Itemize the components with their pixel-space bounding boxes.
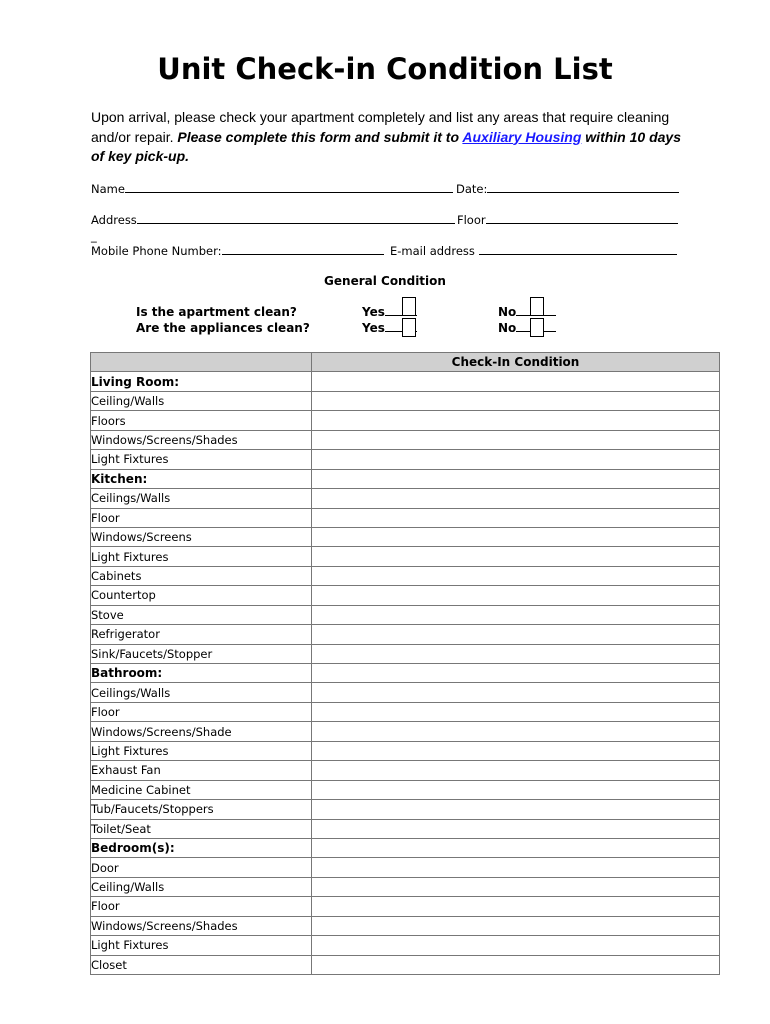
item-label: Refrigerator [91,625,312,644]
no-option-2 [498,321,556,335]
condition-cell[interactable] [312,547,720,566]
item-label: Tub/Faucets/Stoppers [91,800,312,819]
table-row [91,391,720,410]
condition-cell[interactable] [312,819,720,838]
table-row [91,897,720,916]
table-row [91,450,720,469]
floor-label: Floor [457,213,486,227]
item-label: Windows/Screens/Shades [91,430,312,449]
table-row [91,411,720,430]
name-label: Name [91,182,125,196]
email-label: E-mail address [390,244,475,258]
floor-field[interactable] [486,212,678,224]
item-label: Closet [91,955,312,974]
table-row [91,858,720,877]
general-condition-heading: General Condition [324,274,446,288]
table-row [91,586,720,605]
item-label: Windows/Screens [91,527,312,546]
condition-cell[interactable] [312,605,720,624]
condition-cell[interactable] [312,450,720,469]
no-label: No [498,305,517,319]
table-row [91,644,720,663]
condition-cell[interactable] [312,916,720,935]
condition-cell[interactable] [312,858,720,877]
item-label: Ceiling/Walls [91,391,312,410]
yes-label: Yes [362,305,385,319]
name-row [91,181,453,196]
item-label: Light Fixtures [91,547,312,566]
floor-row [457,212,678,227]
item-label: Door [91,858,312,877]
yes-checkbox-1[interactable] [402,297,416,316]
yes-checkbox-2[interactable] [402,318,416,337]
item-label: Ceilings/Walls [91,683,312,702]
condition-cell[interactable] [312,877,720,896]
table-row [91,955,720,974]
condition-cell[interactable] [312,800,720,819]
table-row [91,566,720,585]
category-label: Bathroom: [91,664,312,683]
condition-cell[interactable] [312,625,720,644]
category-label: Bedroom(s): [91,838,312,857]
table-row [91,527,720,546]
date-field[interactable] [487,181,679,193]
table-row [91,916,720,935]
table-row [91,780,720,799]
table-category-row [91,664,720,683]
condition-cell[interactable] [312,411,720,430]
address-row [91,212,455,227]
condition-cell[interactable] [312,683,720,702]
condition-cell[interactable] [312,780,720,799]
item-label: Exhaust Fan [91,761,312,780]
question-apartment-clean: Is the apartment clean? [136,305,297,319]
table-header-condition: Check-In Condition [312,353,720,372]
date-label: Date: [456,182,488,196]
no-checkbox-2[interactable] [530,318,544,337]
intro-emphasis: Please complete this form and submit it to [177,128,463,145]
table-row [91,877,720,896]
table-row [91,936,720,955]
table-header-area [91,353,312,372]
table-category-row [91,469,720,488]
condition-cell[interactable] [312,372,720,391]
condition-table [90,352,720,975]
item-label: Ceiling/Walls [91,877,312,896]
table-row [91,741,720,760]
condition-cell[interactable] [312,741,720,760]
table-row [91,722,720,741]
table-row [91,761,720,780]
table-row [91,430,720,449]
condition-cell[interactable] [312,722,720,741]
condition-cell[interactable] [312,508,720,527]
page-title: Unit Check-in Condition List [157,52,613,86]
item-label: Countertop [91,586,312,605]
item-label: Floors [91,411,312,430]
name-field[interactable] [125,181,453,193]
no-checkbox-1[interactable] [530,297,544,316]
condition-cell[interactable] [312,489,720,508]
item-label: Light Fixtures [91,936,312,955]
no-label: No [498,321,517,335]
table-body [91,372,720,975]
yes-label: Yes [362,321,385,335]
address-field[interactable] [137,212,455,224]
table-row [91,702,720,721]
auxiliary-housing-link[interactable]: Auxiliary Housing [462,128,582,145]
phone-field[interactable] [222,243,384,255]
item-label: Ceilings/Walls [91,489,312,508]
table-category-row [91,838,720,857]
item-label: Sink/Faucets/Stopper [91,644,312,663]
phone-label: Mobile Phone Number: [91,244,222,258]
address-label: Address [91,213,137,227]
condition-cell[interactable] [312,702,720,721]
condition-cell[interactable] [312,897,720,916]
condition-cell[interactable] [312,644,720,663]
condition-cell[interactable] [312,527,720,546]
condition-cell[interactable] [312,566,720,585]
condition-cell[interactable] [312,430,720,449]
item-label: Windows/Screens/Shades [91,916,312,935]
item-label: Medicine Cabinet [91,780,312,799]
item-label: Light Fixtures [91,741,312,760]
condition-cell[interactable] [312,761,720,780]
item-label: Floor [91,508,312,527]
no-option-1 [498,305,556,319]
email-field[interactable] [479,243,677,255]
table-row [91,800,720,819]
table-row [91,819,720,838]
category-label: Living Room: [91,372,312,391]
intro-paragraph [91,108,691,167]
table-header-row [91,353,720,372]
condition-cell[interactable] [312,664,720,683]
condition-cell[interactable] [312,586,720,605]
condition-cell[interactable] [312,955,720,974]
table-row [91,683,720,702]
condition-cell[interactable] [312,469,720,488]
table-row [91,625,720,644]
intro-text: Upon arrival, please check your apartment completely and list any areas that require cleaning and/or repair. [91,109,670,145]
item-label: Windows/Screens/Shade [91,722,312,741]
question-appliances-clean: Are the appliances clean? [136,321,310,335]
item-label: Floor [91,702,312,721]
condition-cell[interactable] [312,391,720,410]
condition-cell[interactable] [312,838,720,857]
phone-row [91,243,384,258]
table-row [91,605,720,624]
table-category-row [91,372,720,391]
email-row [390,243,677,258]
item-label: Floor [91,897,312,916]
category-label: Kitchen: [91,469,312,488]
table-row [91,489,720,508]
table-row [91,547,720,566]
condition-cell[interactable] [312,936,720,955]
stray-dash: _ [91,229,97,243]
intro-emphasis-end: within 10 days of key pick-up. [91,128,681,164]
date-row [456,181,679,196]
item-label: Light Fixtures [91,450,312,469]
item-label: Cabinets [91,566,312,585]
item-label: Toilet/Seat [91,819,312,838]
item-label: Stove [91,605,312,624]
table-row [91,508,720,527]
